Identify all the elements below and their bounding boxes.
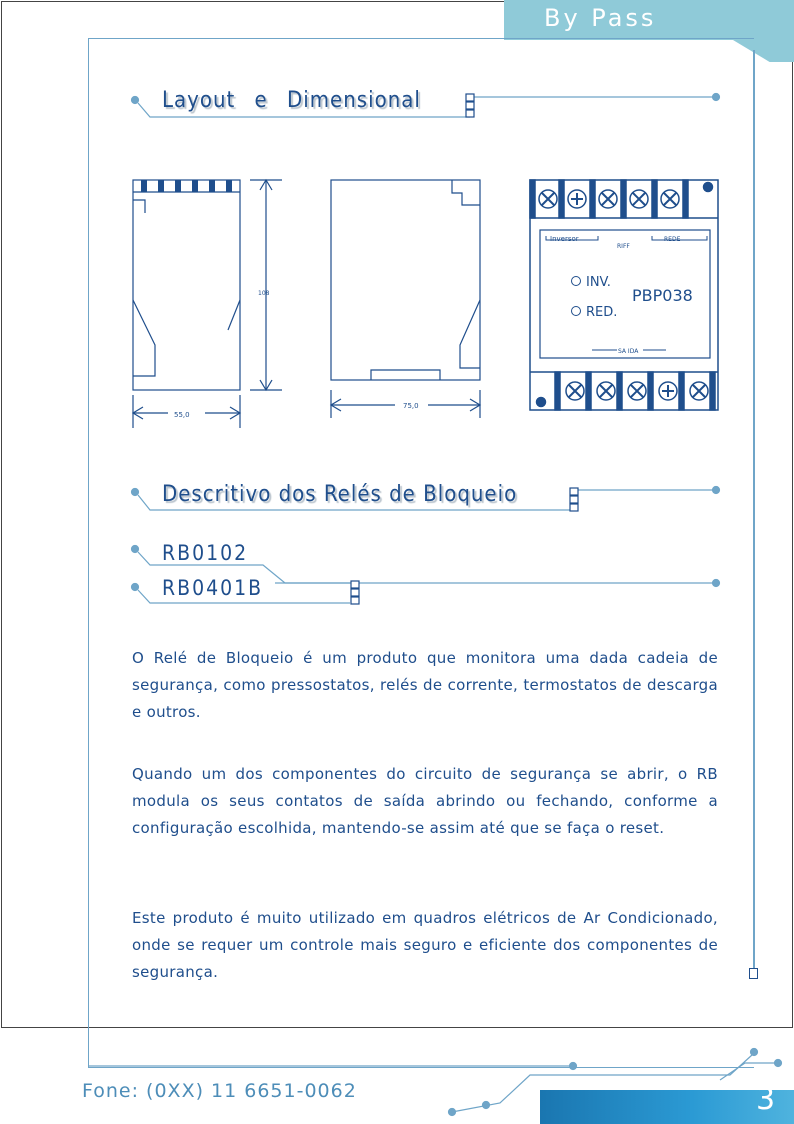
body-paragraph-1: O Relé de Bloqueio é um produto que monitora uma dada cadeia de segurança, como pressostatos, relés de corrente, termostatos de descarga e outros. (132, 649, 718, 721)
body-paragraph-3: Este produto é muito utilizado em quadros elétricos de Ar Condicionado, onde se requer um controle mais seguro e eficiente dos componentes de segurança. (132, 909, 718, 981)
height-label: 108 (258, 290, 270, 297)
body-paragraph-2: Quando um dos componentes do circuito de segurança se abrir, o RB modula os seus contatos de saída abrindo ou fechando, conforme a configuração escolhida, mantendo-se assim até que se faça o reset. (132, 765, 718, 837)
led-inv-label: INV. (586, 275, 611, 290)
footer-phone: Fone: (0XX) 11 6651-0062 (82, 1080, 357, 1102)
label-inversor: Inversor (550, 235, 579, 243)
back-width-label: 75,0 (403, 402, 419, 410)
model-rb0401b: RB0401B (162, 576, 264, 600)
led-red-label: RED. (586, 305, 618, 320)
side-width-label: 55,0 (174, 411, 190, 419)
layout-heading: Layout e Dimensional (162, 88, 421, 113)
terminal-screws-top (530, 180, 713, 218)
label-saida: SA IDA (618, 348, 639, 355)
label-rede: REDE (664, 236, 681, 243)
label-riff: RIFF (617, 243, 630, 250)
page-number: 3 (756, 1082, 776, 1117)
back-view-drawing (331, 180, 480, 418)
device-model-label: PBP038 (632, 286, 693, 305)
section-tab-label: By Pass (544, 4, 657, 32)
side-view-drawing (133, 180, 282, 428)
model-rb0102: RB0102 (162, 541, 249, 565)
descriptive-heading: Descritivo dos Relés de Bloqueio (162, 482, 518, 507)
terminal-screws-bottom (537, 372, 716, 410)
